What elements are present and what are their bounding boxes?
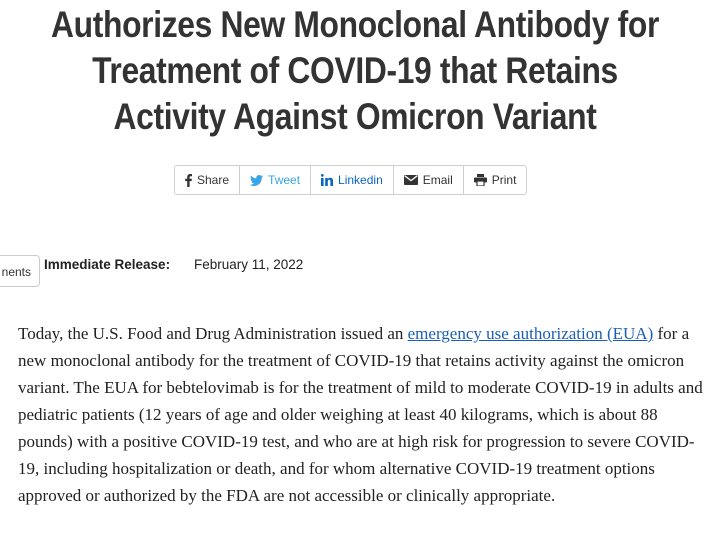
eua-link[interactable]: emergency use authorization (EUA) bbox=[407, 324, 654, 343]
share-email-button[interactable] bbox=[394, 166, 464, 194]
print-label: Print bbox=[491, 173, 517, 187]
share-twitter-button[interactable] bbox=[240, 166, 311, 194]
print-button[interactable] bbox=[464, 166, 527, 194]
release-label: Immediate Release: bbox=[44, 257, 171, 272]
twitter-icon bbox=[250, 175, 263, 186]
page-title: Authorizes New Monoclonal Antibody for Treatment of COVID-19 that Retains Activity Against Omicron Variant bbox=[51, 4, 659, 137]
share-facebook-label: Share bbox=[197, 173, 230, 187]
envelope-icon bbox=[404, 175, 418, 185]
release-date: February 11, 2022 bbox=[194, 257, 304, 272]
linkedin-icon bbox=[321, 174, 333, 186]
share-email-label: Email bbox=[422, 173, 453, 187]
contents-tab[interactable]: nents bbox=[0, 255, 40, 287]
body-text-main: for a new monoclonal antibody for the treatment of COVID-19 that retains activity against the omicron variant. The EUA for bebtelovimab is for the treatment of mild to moderate COVID-19 in adults and pediatric patients (12 years of age and older weighing at least 40 kilograms, which is about 88 pounds) with a positive COVID-19 test, and who are at high risk for progression to severe COVID-19, including hospitalization or death, and for whom alternative COVID-19 treatment options approved or authorized by the FDA are not accessible or clinically appropriate. bbox=[18, 324, 703, 505]
body-text-intro: Today, the U.S. Food and Drug Administration issued an bbox=[18, 324, 408, 343]
share-linkedin-button[interactable] bbox=[311, 166, 394, 194]
share-facebook-button[interactable] bbox=[175, 166, 240, 194]
facebook-icon bbox=[185, 174, 192, 187]
share-bar bbox=[174, 165, 527, 195]
share-linkedin-label: Linkedin bbox=[338, 173, 383, 187]
printer-icon bbox=[474, 174, 487, 186]
share-twitter-label: Tweet bbox=[268, 173, 301, 187]
article-body bbox=[18, 320, 708, 509]
